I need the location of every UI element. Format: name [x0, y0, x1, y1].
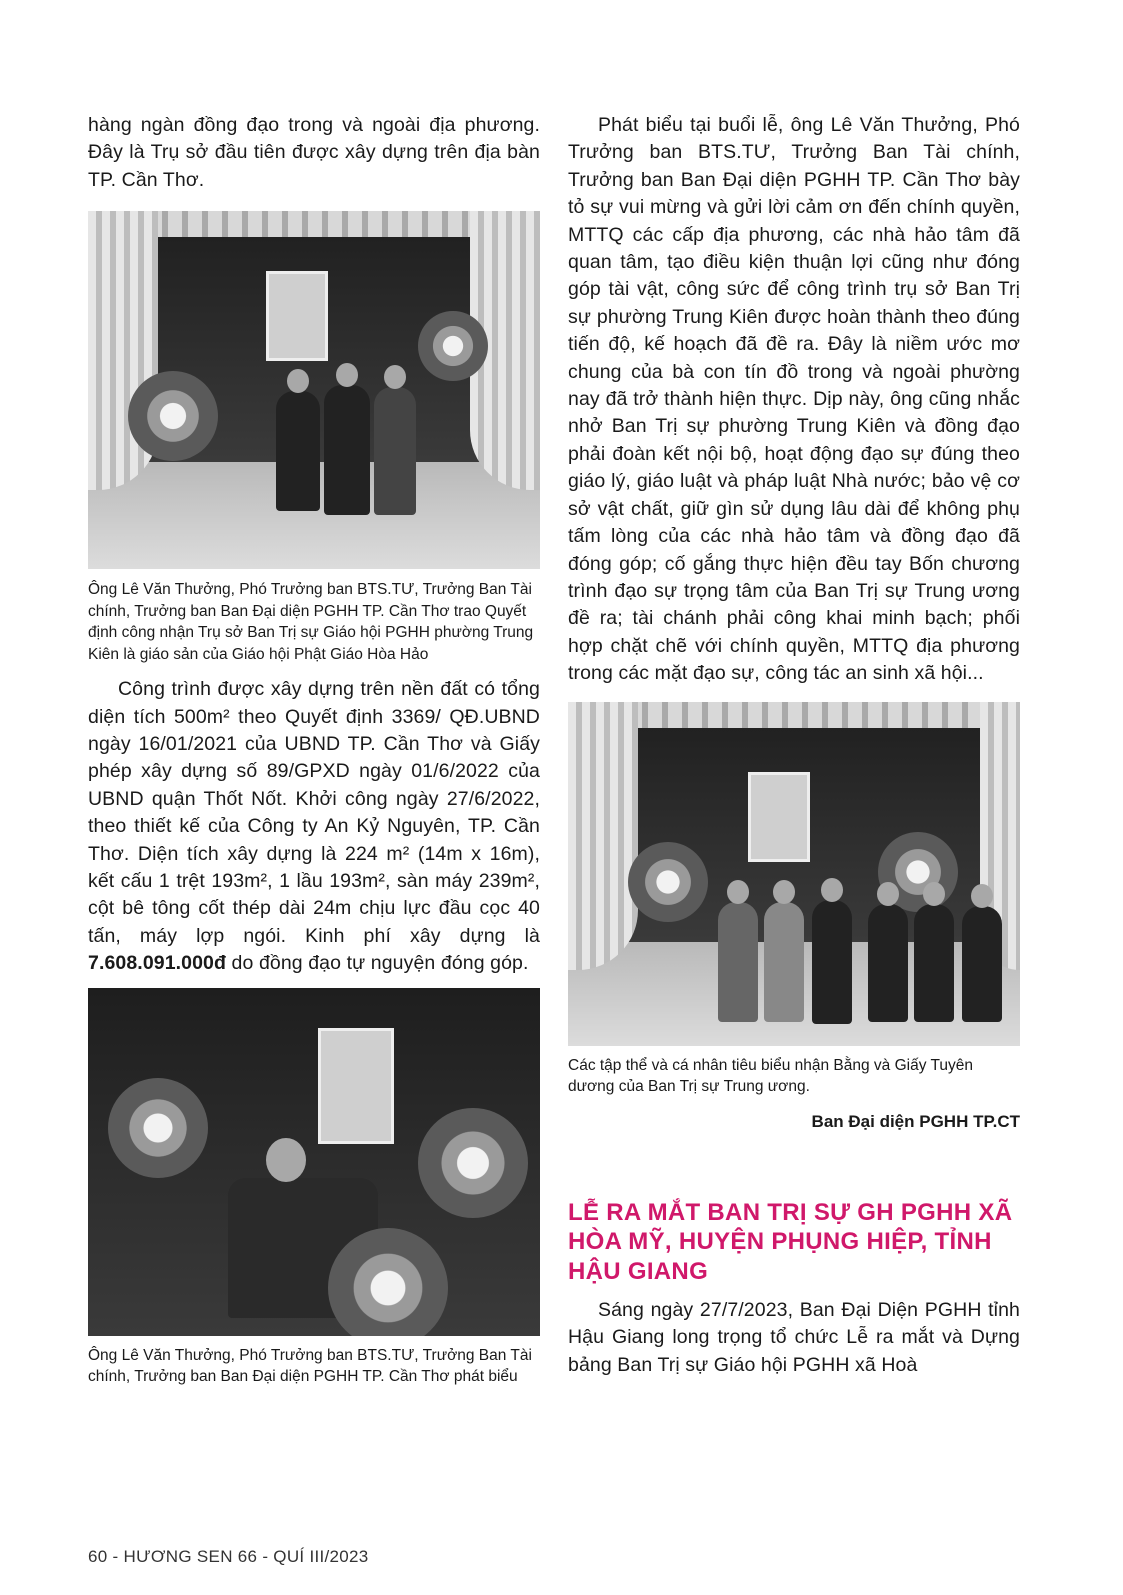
paragraph-text-end: do đồng đạo tự nguyện đóng góp. — [226, 952, 529, 975]
photo-award-ceremony — [88, 211, 540, 569]
right-column — [568, 112, 1020, 1379]
paragraph-text: Công trình được xây dựng trên nền đất có tổng diện tích 500m² theo Quyết định 3369/ QĐ.UBND ngày 16/01/2021 của UBND TP. Cần Thơ và Giấy phép xây dựng số 89/GPXD ngày 01/6/2022 của UBND quận Thốt Nốt. Khởi công ngày 27/6/2022, theo thiết kế của Công ty An Kỷ Nguyên, TP. Cần Thơ. Diện tích xây dựng là 224 m² (14m x 16m), kết cấu 1 trệt 193m², 1 lầu 193m², sàn máy 239m², cột bê tông cốt thép dài 24m chịu lực đầu cọc 40 tấn, máy lợp ngói. Kinh phí xây dựng là — [88, 678, 540, 947]
budget-amount: 7.608.091.000đ — [88, 952, 227, 975]
author-signature: Ban Đại diện PGHH TP.CT — [811, 1111, 1020, 1131]
paragraph-construction — [88, 676, 540, 977]
paragraph-speech: Phát biểu tại buổi lễ, ông Lê Văn Thưởng, Phó Trưởng ban BTS.TƯ, Trưởng Ban Tài chính, Trưởng ban Ban Đại diện PGHH TP. Cần Thơ bày tỏ sự vui mừng và gửi lời cảm ơn đến chính quyền, MTTQ các cấp địa phương, các nhà hảo tâm đã quan tâm, tạo điều kiện thuận lợi cũng như đóng góp tài vật, công sức để công trình trụ sở Ban Trị sự phường Trung Kiên được hoàn thành theo đúng tiến độ, kế hoạch đã đề ra. Đây là niềm ước mơ chung của bà con tín đồ trong và ngoài phường nay đã trở thành hiện thực. Dịp này, ông cũng nhắc nhở Ban Trị sự phường Trung Kiên và đồng đạo phải đoàn kết nội bộ, hoạt động đạo sự đúng theo giáo lý, giáo luật và pháp luật Nhà nước; bảo vệ cơ sở vật chất, giữ gìn sử dụng lâu dài để không phụ tấm lòng của các nhà hảo tâm và đồng đạo đã đóng góp; cố gắng thực hiện đều tay Bốn chương trình đạo sự trọng tâm của Ban Trị sự Trung ương đề ra; tài chánh phải công khai minh bạch; phối hợp chặt chẽ với chính quyền, MTTQ địa phương trong các mặt đạo sự, công tác an sinh xã hội... — [568, 114, 1020, 685]
photo-commendation — [568, 702, 1020, 1046]
photo2-caption: Ông Lê Văn Thưởng, Phó Trưởng ban BTS.TƯ, Trưởng Ban Tài chính, Trưởng ban Ban Đại diện PGHH TP. Cần Thơ phát biểu — [88, 1346, 532, 1386]
paragraph-new-article: Sáng ngày 27/7/2023, Ban Đại Diện PGHH tỉnh Hậu Giang long trọng tổ chức Lễ ra mắt và Dựng bảng Ban Trị sự Giáo hội PGHH xã Hoà — [568, 1299, 1020, 1376]
article-heading: LỄ RA MẮT BAN TRỊ SỰ GH PGHH XÃ HÒA MỸ, HUYỆN PHỤNG HIỆP, TỈNH HẬU GIANG — [568, 1198, 1013, 1285]
paragraph-continued: hàng ngàn đồng đạo trong và ngoài địa phương. Đây là Trụ sở đầu tiên được xây dựng trên địa bàn TP. Cần Thơ. — [88, 114, 540, 191]
page-footer: 60 - HƯƠNG SEN 66 - QUÍ III/2023 — [88, 1547, 369, 1566]
photo1-caption: Ông Lê Văn Thưởng, Phó Trưởng ban BTS.TƯ, Trưởng Ban Tài chính, Trưởng ban Ban Đại diện PGHH TP. Cần Thơ trao Quyết định công nhận Trụ sở Ban Trị sự Giáo hội PGHH phường Trung Kiên là giáo sản của Giáo hội Phật Giáo Hòa Hảo — [88, 581, 534, 663]
photo-speech — [88, 988, 540, 1336]
photo3-caption: Các tập thể và cá nhân tiêu biểu nhận Bằng và Giấy Tuyên dương của Ban Trị sự Trung ương. — [568, 1056, 973, 1096]
left-column — [88, 112, 540, 1388]
